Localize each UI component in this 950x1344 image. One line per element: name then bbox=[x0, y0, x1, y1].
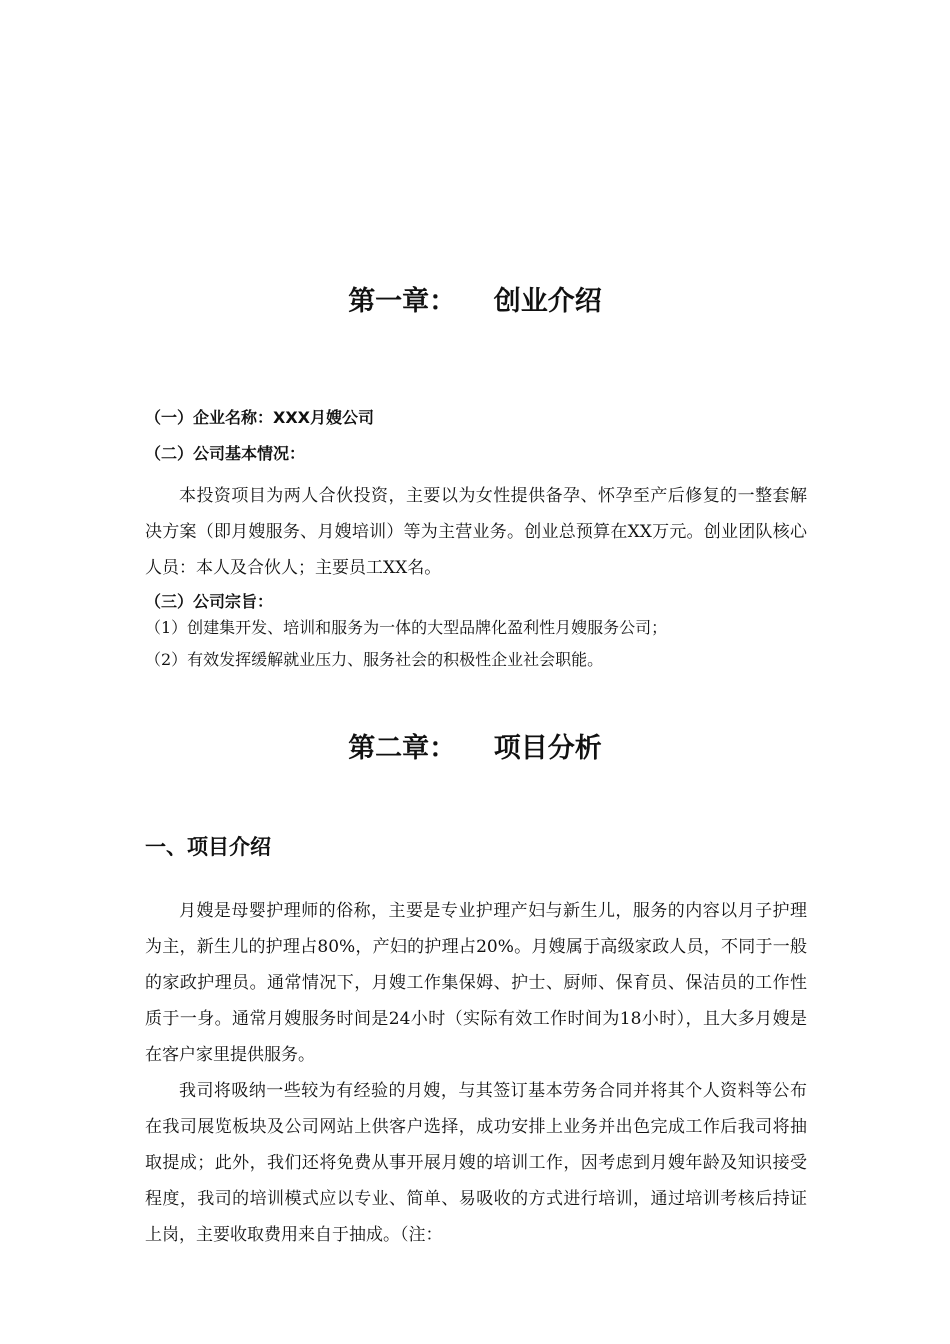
basic-info-heading: （二）公司基本情况： bbox=[145, 444, 306, 463]
basic-info-block bbox=[145, 478, 807, 586]
company-name-block bbox=[145, 408, 807, 428]
project-intro-paragraph-1: 月嫂是母婴护理师的俗称，主要是专业护理产妇与新生儿，服务的内容以月子护理为主，新生儿的护理占80%，产妇的护理占20%。月嫂属于高级家政人员，不同于一般的家政护理员。通常情况下，月嫂工作集保姆、护士、厨师、保育员、保洁员的工作性质于一身。通常月嫂服务时间是24小时（实际有效工作时间为18小时），且大多月嫂是在客户家里提供服务。 bbox=[145, 901, 807, 1065]
mission-heading-block bbox=[145, 592, 807, 612]
basic-info-heading-block bbox=[145, 444, 807, 464]
chapter-2-title: 第二章： 项目分析 bbox=[348, 733, 602, 764]
project-intro-block bbox=[145, 893, 807, 1253]
mission-list bbox=[145, 612, 807, 676]
section-1-heading: 一、项目介绍 bbox=[145, 835, 271, 859]
mission-heading: （三）公司宗旨： bbox=[145, 592, 274, 611]
chapter-1-title: 第一章： 创业介绍 bbox=[348, 286, 602, 317]
mission-item-1: （1）创建集开发、培训和服务为一体的大型品牌化盈利性月嫂服务公司； bbox=[145, 618, 668, 637]
basic-info-paragraph: 本投资项目为两人合伙投资，主要以为女性提供备孕、怀孕至产后修复的一整套解决方案（即月嫂服务、月嫂培训）等为主营业务。创业总预算在XX万元。创业团队核心人员：本人及合伙人；主要员工XX名。 bbox=[145, 486, 807, 578]
mission-item-2: （2）有效发挥缓解就业压力、服务社会的积极性企业社会职能。 bbox=[145, 650, 604, 669]
company-name: （一）企业名称：XXX月嫂公司 bbox=[145, 408, 375, 427]
project-intro-paragraph-2: 我司将吸纳一些较为有经验的月嫂，与其签订基本劳务合同并将其个人资料等公布在我司展览板块及公司网站上供客户选择，成功安排上业务并出色完成工作后我司将抽取提成；此外，我们还将免费从事开展月嫂的培训工作，因考虑到月嫂年龄及知识接受程度，我司的培训模式应以专业、简单、易吸收的方式进行培训，通过培训考核后持证上岗，主要收取费用来自于抽成。（注： bbox=[145, 1081, 807, 1245]
